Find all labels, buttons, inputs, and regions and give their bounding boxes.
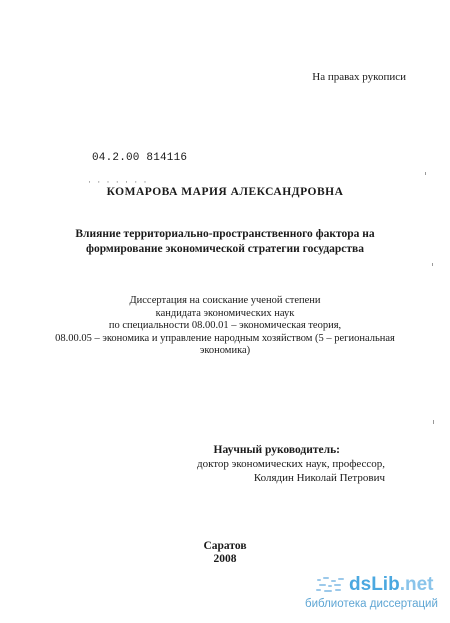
supervisor-name: Колядин Николай Петрович (253, 472, 385, 484)
scan-speck (425, 172, 426, 175)
description-line-3: по специальности 08.00.01 – экономическая теория, (108, 320, 342, 331)
dissertation-description (0, 295, 450, 358)
description-line-5: экономика) (199, 345, 251, 356)
title-line-2: формирование экономической стратегии государства (86, 243, 364, 255)
supervisor-degree: доктор экономических наук, профессор, (196, 458, 385, 470)
scan-speck (432, 263, 433, 266)
supervisor-heading: Научный руководитель: (213, 444, 340, 456)
manuscript-note: На правах рукописи (312, 71, 406, 83)
logo-lib: Lib (371, 574, 400, 595)
dissertation-title (0, 227, 450, 257)
year: 2008 (213, 553, 237, 565)
dslib-watermark-link[interactable] (305, 574, 445, 616)
logo-net: .net (399, 574, 434, 595)
library-stamp-code: 04.2.00 814116 (92, 152, 188, 164)
description-line-1: Диссертация на соискание ученой степени (129, 295, 321, 306)
city: Саратов (203, 540, 247, 552)
description-line-2: кандидата экономических наук (155, 307, 295, 319)
scan-speck (433, 420, 434, 424)
dslib-logo (349, 574, 433, 596)
dslib-tagline: библиотека диссертаций (305, 598, 438, 610)
description-line-4: 08.00.05 – экономика и управление народным хозяйством (5 – региональная (55, 332, 395, 344)
title-line-1: Влияние территориально-пространственного фактора на (75, 228, 375, 240)
scan-specks: · · · · · · · (88, 177, 149, 187)
logo-ds: ds (349, 574, 372, 595)
author-name: КОМАРОВА МАРИЯ АЛЕКСАНДРОВНА (106, 186, 344, 198)
dslib-mark-icon (315, 576, 347, 594)
